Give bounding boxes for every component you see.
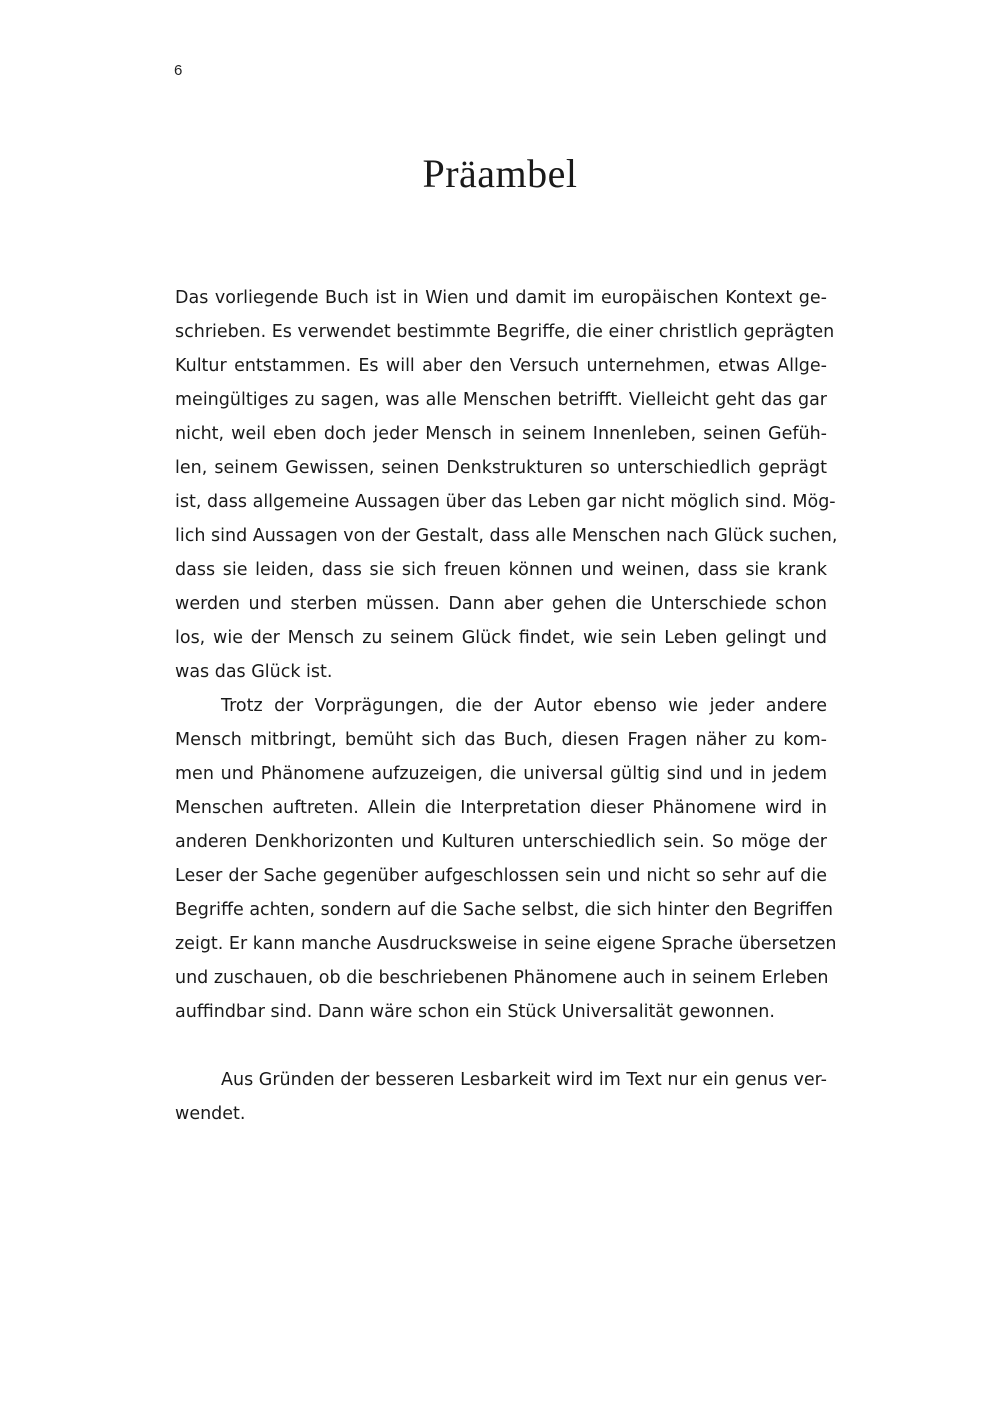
text-line: Leser der Sache gegenüber aufgeschlossen sein und nicht so sehr auf die [175,866,827,886]
text-line: was das Glück ist. [175,662,333,682]
text-line: nicht, weil eben doch jeder Mensch in seinem Innenleben, seinen Gefüh- [175,424,827,444]
text-line: anderen Denkhorizonten und Kulturen unterschiedlich sein. So möge der [175,832,827,852]
text-line: Das vorliegende Buch ist in Wien und damit im europäischen Kontext ge- [175,288,827,308]
paragraph-3 [175,1063,827,1131]
text-line: werden und sterben müssen. Dann aber gehen die Unterschiede schon [175,594,827,614]
page-title: Präambel [422,151,578,196]
text-line: zeigt. Er kann manche Ausdrucksweise in seine eigene Sprache übersetzen [175,934,837,954]
text-line: Trotz der Vorprägungen, die der Autor ebenso wie jeder andere [221,696,827,716]
body-text [175,281,838,1131]
text-line: Kultur entstammen. Es will aber den Versuch unternehmen, etwas Allge- [175,356,827,376]
text-line: lich sind Aussagen von der Gestalt, dass alle Menschen nach Glück suchen, [175,526,838,546]
text-line: und zuschauen, ob die beschriebenen Phänomene auch in seinem Erleben [175,968,829,988]
text-line: men und Phänomene aufzuzeigen, die universal gültig sind und in jedem [175,764,827,784]
text-line: los, wie der Mensch zu seinem Glück findet, wie sein Leben gelingt und [175,628,827,648]
page-number: 6 [174,62,183,79]
paragraph-1 [175,281,838,689]
text-line: ist, dass allgemeine Aussagen über das Leben gar nicht möglich sind. Mög- [175,492,836,512]
text-line: Aus Gründen der besseren Lesbarkeit wird im Text nur ein genus ver- [221,1070,827,1090]
text-line: Mensch mitbringt, bemüht sich das Buch, diesen Fragen näher zu kom- [175,730,827,750]
text-line: schrieben. Es verwendet bestimmte Begriffe, die einer christlich geprägten [175,322,835,342]
text-line: dass sie leiden, dass sie sich freuen können und weinen, dass sie krank [175,560,827,580]
paragraph-spacer [175,1029,827,1063]
text-line: len, seinem Gewissen, seinen Denkstrukturen so unterschiedlich geprägt [175,458,827,478]
text-line: meingültiges zu sagen, was alle Menschen betrifft. Vielleicht geht das gar [175,390,827,410]
text-line: Begriffe achten, sondern auf die Sache selbst, die sich hinter den Begriffen [175,900,833,920]
paragraph-2 [175,689,837,1029]
text-line: Menschen auftreten. Allein die Interpretation dieser Phänomene wird in [175,798,827,818]
text-line: wendet. [175,1104,246,1124]
text-line: auffindbar sind. Dann wäre schon ein Stück Universalität gewonnen. [175,1002,775,1022]
